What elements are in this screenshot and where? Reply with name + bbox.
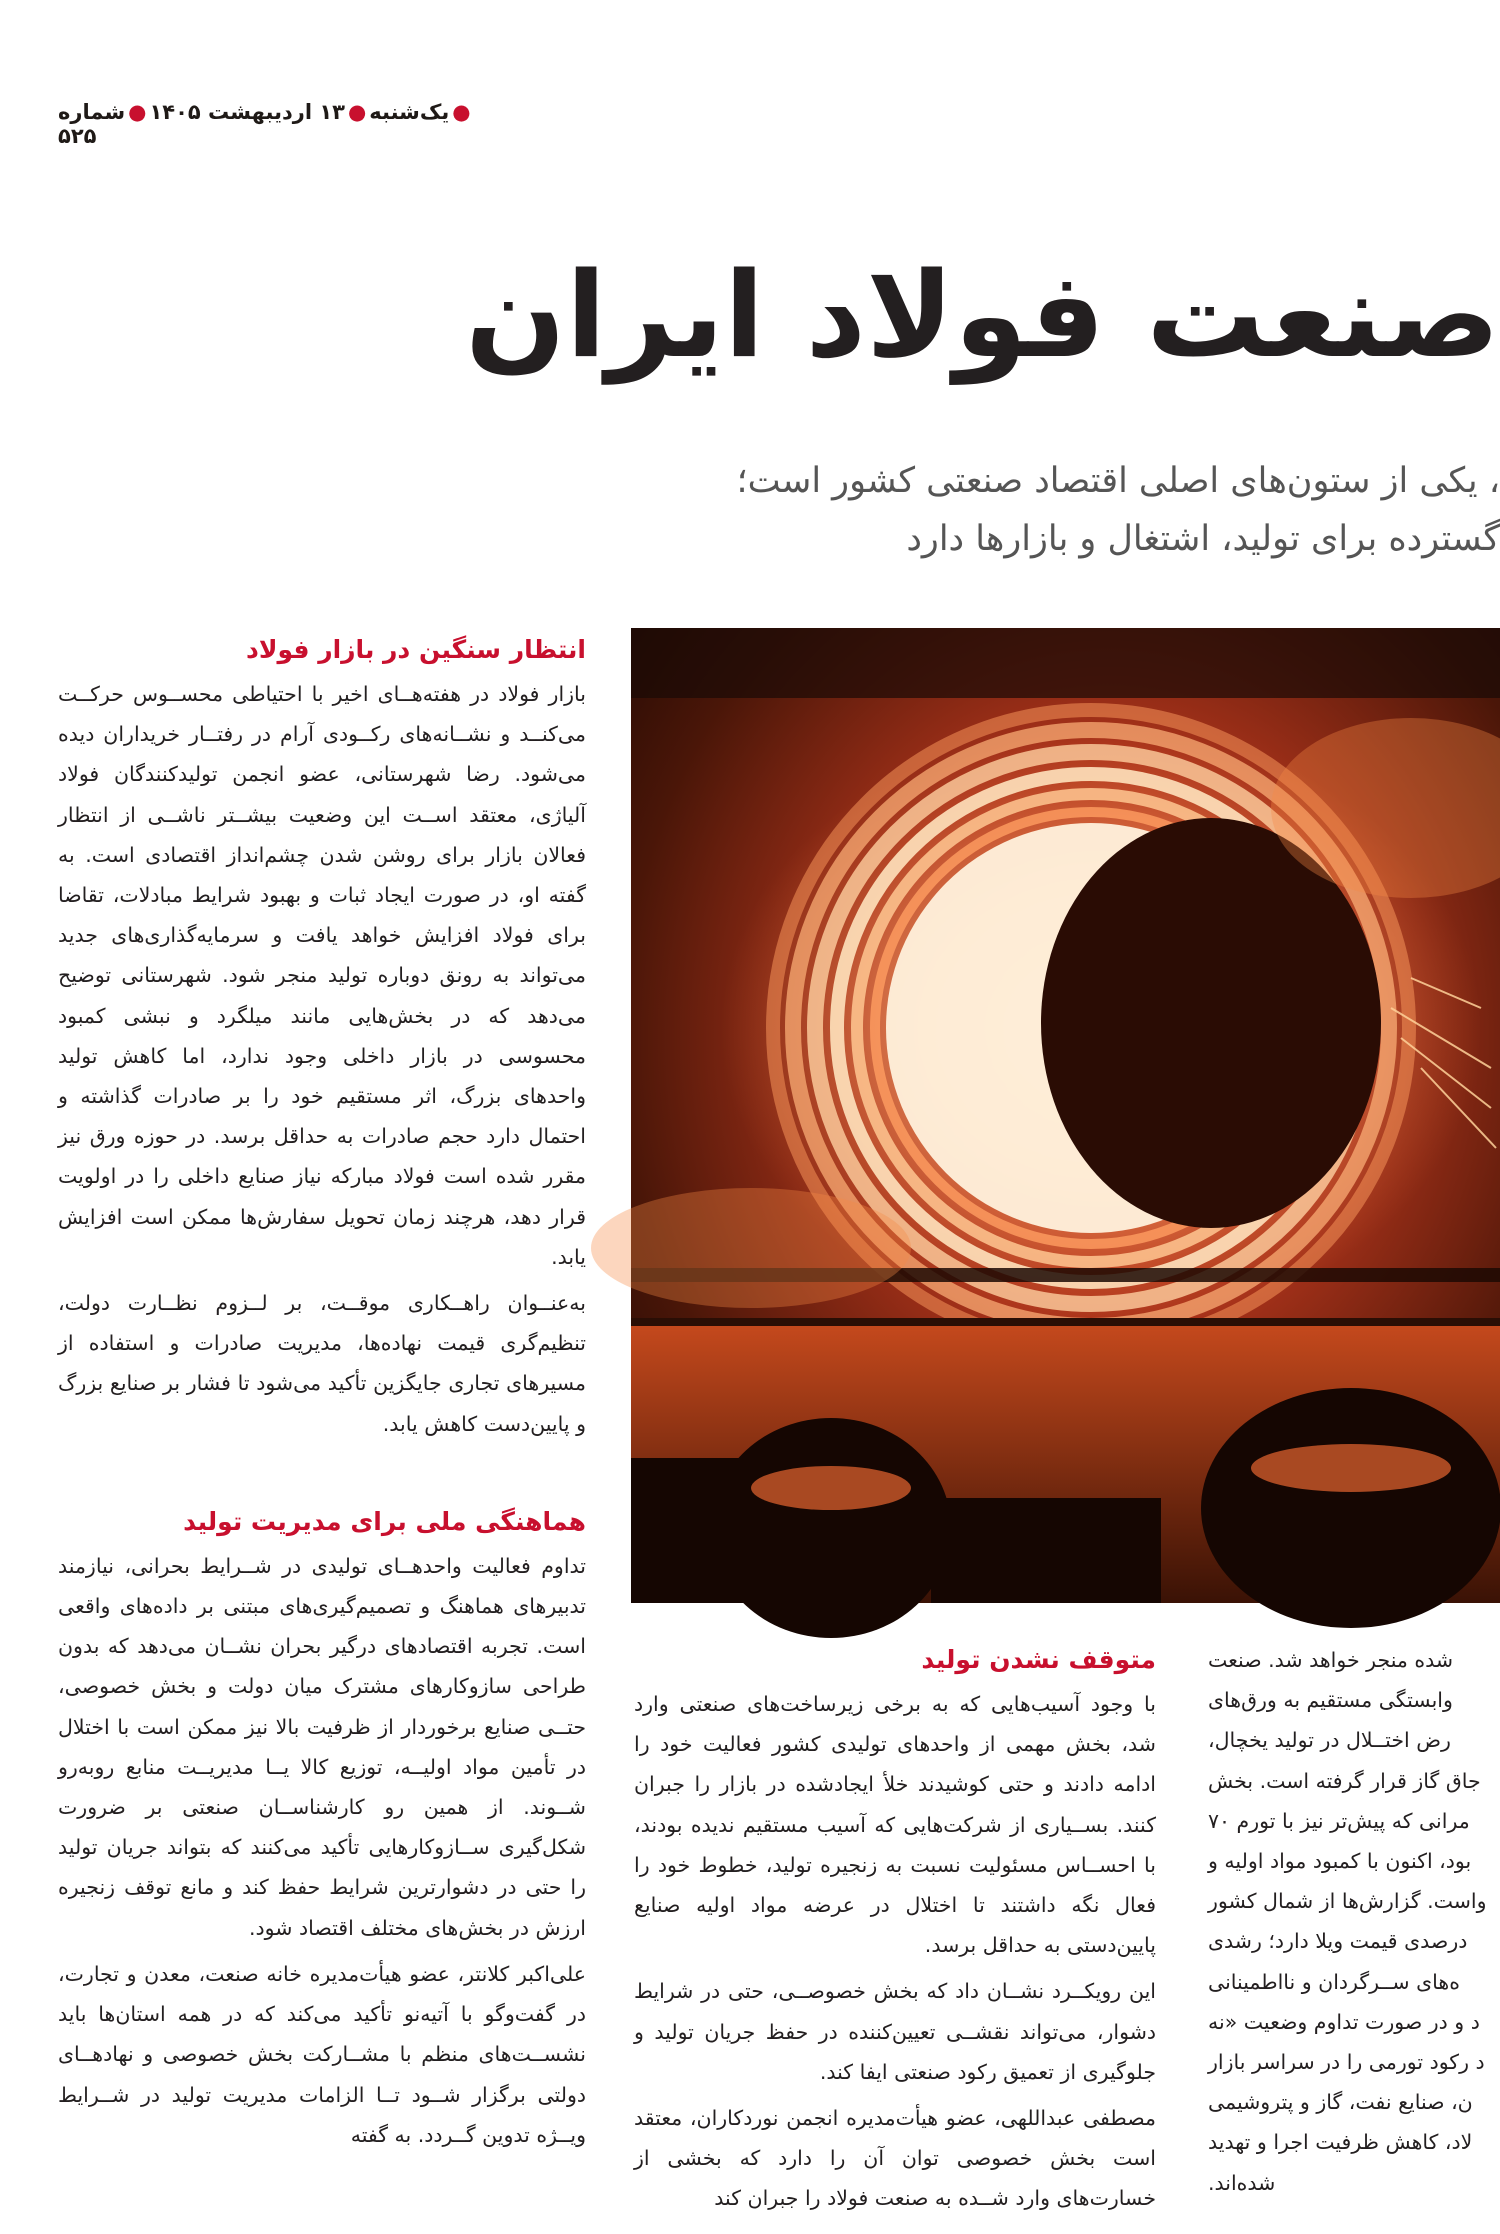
paragraph: بازار فولاد در هفته‌هــای اخیر با احتیاطی محســوس حرکــت می‌کنــد و نشــانه‌های رکــودی آرام در رفتــار خریداران دیده می‌شود. رضا شهرستانی، عضو انجمن تولیدکنندگان فولاد آلیاژی، معتقد اســت این وضعیت بیشــتر ناشــی از انتظار فعالان بازار برای روشن شدن چشم‌انداز اقتصادی است. به گفته او، در صورت ایجاد ثبات و بهبود شرایط مبادلات، تقاضا برای فولاد افزایش خواهد یافت و سرمایه‌گذاری‌های جدید می‌تواند به رونق دوباره تولید منجر شود. شهرستانی توضیح می‌دهد که در بخش‌هایی مانند میلگرد و نبشی کمبود محسوسی در بازار داخلی وجود ندارد، اما کاهش تولید واحدهای بزرگ، اثر مستقیم خود را بر صادرات گذاشته و احتمال دارد حجم صادرات به حداقل برسد. در حوزه ورق نیز مقرر شده است فولاد مبارکه نیاز صنایع داخلی را در اولویت قرار دهد، هرچند زمان تحویل سفارش‌ها ممکن است افزایش یابد. [58,682,586,1269]
text-line: د و در صورت تداوم وضعیت «نه [1208,2009,1480,2034]
text-line: رض اختــلال در تولید یخچال، [1208,1728,1451,1753]
paragraph: به‌عنــوان راهــکاری موقــت، بر لــزوم نظــارت دولت، تنظیم‌گری قیمت نهاده‌ها، مدیریت صادرات و استفاده از مسیرهای تجاری جایگزین تأکید می‌شود تا فشار بر صنایع بزرگ و پایین‌دست کاهش یابد. [58,1291,586,1436]
paragraph: مصطفی عبداللهی، عضو هیأت‌مدیره انجمن نوردکاران، معتقد است بخش خصوصی توان آن را دارد که بخشی از خسارت‌های وارد شــده به صنعت فولاد را جبران کند [634,2106,1156,2211]
section-title: هماهنگی ملی برای مدیریت تولید [183,1506,586,1536]
text-line: شده منجر خواهد شد. صنعت [1208,1648,1454,1672]
lead-line: ، یکی از ستون‌های اصلی اقتصاد صنعتی کشور است؛ [736,461,1500,501]
dateline-day: یک‌شنبه [369,100,450,124]
dateline-issue: شماره ۵۲۵ [58,100,126,148]
bullet-icon: ● [128,100,147,124]
bullet-icon: ● [347,100,367,124]
right-column-cropped [1208,1640,1500,2234]
text-line: وابستگی مستقیم به ورق‌های [1208,1688,1453,1713]
dateline [58,100,478,148]
lead-paragraph [590,452,1500,568]
bullet-icon: ● [452,100,471,124]
text-line: بود، اکنون با کمبود مواد اولیه و [1208,1849,1472,1874]
steel-coil-photo [631,628,1500,1603]
text-line: شده‌اند. [1208,2170,1276,2195]
text-line: ه‌های ســرگردان و نااطمینانی [1208,1969,1460,1994]
text-line: مرانی که پیش‌تر نیز با تورم ۷۰ [1208,1808,1470,1833]
page-title: صنعت فولاد ایران [465,246,1500,384]
text-line: د رکود تورمی را در سراسر بازار [1208,2050,1485,2075]
paragraph: تداوم فعالیت واحدهــای تولیدی در شــرایط بحرانی، نیازمند تدبیرهای هماهنگ و تصمیم‌گیری‌های مبتنی بر داده‌های واقعی است. تجربه اقتصادهای درگیر بحران نشــان می‌دهد که بدون طراحی سازوکارهای مشترک میان دولت و بخش خصوصی، حتــی صنایع برخوردار از ظرفیت بالا نیز ممکن است با اختلال در تأمین مواد اولیــه، توزیع کالا یــا مدیریــت منابع روبه‌رو شــوند. از همین رو کارشناســان صنعتی بر ضرورت شکل‌گیری ســازوکارهایی تأکید می‌کنند که بتواند جریان تولید را حتی در دشوارترین شرایط حفظ کند و مانع توقف زنجیره ارزش در بخش‌های مختلف اقتصاد شود. [58,1553,586,1940]
middle-column [634,1640,1156,2234]
text-line: درصدی قیمت ویلا دارد؛ رشدی [1208,1929,1468,1954]
dateline-date: ۱۳ اردیبهشت ۱۴۰۵ [149,100,345,124]
paragraph: این رویکــرد نشــان داد که بخش خصوصــی، حتی در شرایط دشوار، می‌تواند نقشــی تعیین‌کننده در حفظ جریان تولید و جلوگیری از تعمیق رکود صنعتی ایفا کند. [634,1979,1156,2084]
left-column [58,630,586,2234]
section-title: انتظار سنگین در بازار فولاد [246,635,586,664]
text-line: لاد، کاهش ظرفیت اجرا و تهدید [1208,2130,1473,2155]
text-line: ن، صنایع نفت، گاز و پتروشیمی [1208,2090,1473,2115]
text-line: واست. گزارش‌ها از شمال کشور [1208,1889,1487,1914]
text-line: جاق گاز قرار گرفته است. بخش [1208,1768,1481,1793]
paragraph: علی‌اکبر کلانتر، عضو هیأت‌مدیره خانه صنعت، معدن و تجارت، در گفت‌وگو با آتیه‌نو تأکید می‌کند که در همه استان‌ها باید نشســت‌های منظم با مشــارکت بخش خصوصی و نهادهــای دولتی برگزار شــود تــا الزامات مدیریت تولید در شــرایط ویــژه تدوین گــردد. به گفته [58,1961,586,2147]
section-title: متوقف نشدن تولید [921,1645,1156,1674]
paragraph: با وجود آسیب‌هایی که به برخی زیرساخت‌های صنعتی وارد شد، بخش مهمی از واحدهای تولیدی کشور فعالیت خود را ادامه دادند و حتی کوشیدند خلأ ایجادشده در بازار را جبران کنند. بســیاری از شرکت‌هایی که آسیب مستقیم ندیده بودند، با احســاس مسئولیت نسبت به زنجیره تولید، خطوط خود را فعال نگه داشتند تا اختلال در عرضه مواد اولیه صنایع پایین‌دستی به حداقل برسد. [634,1692,1156,1958]
lead-line: گسترده برای تولید، اشتغال و بازارها دارد [906,519,1500,559]
